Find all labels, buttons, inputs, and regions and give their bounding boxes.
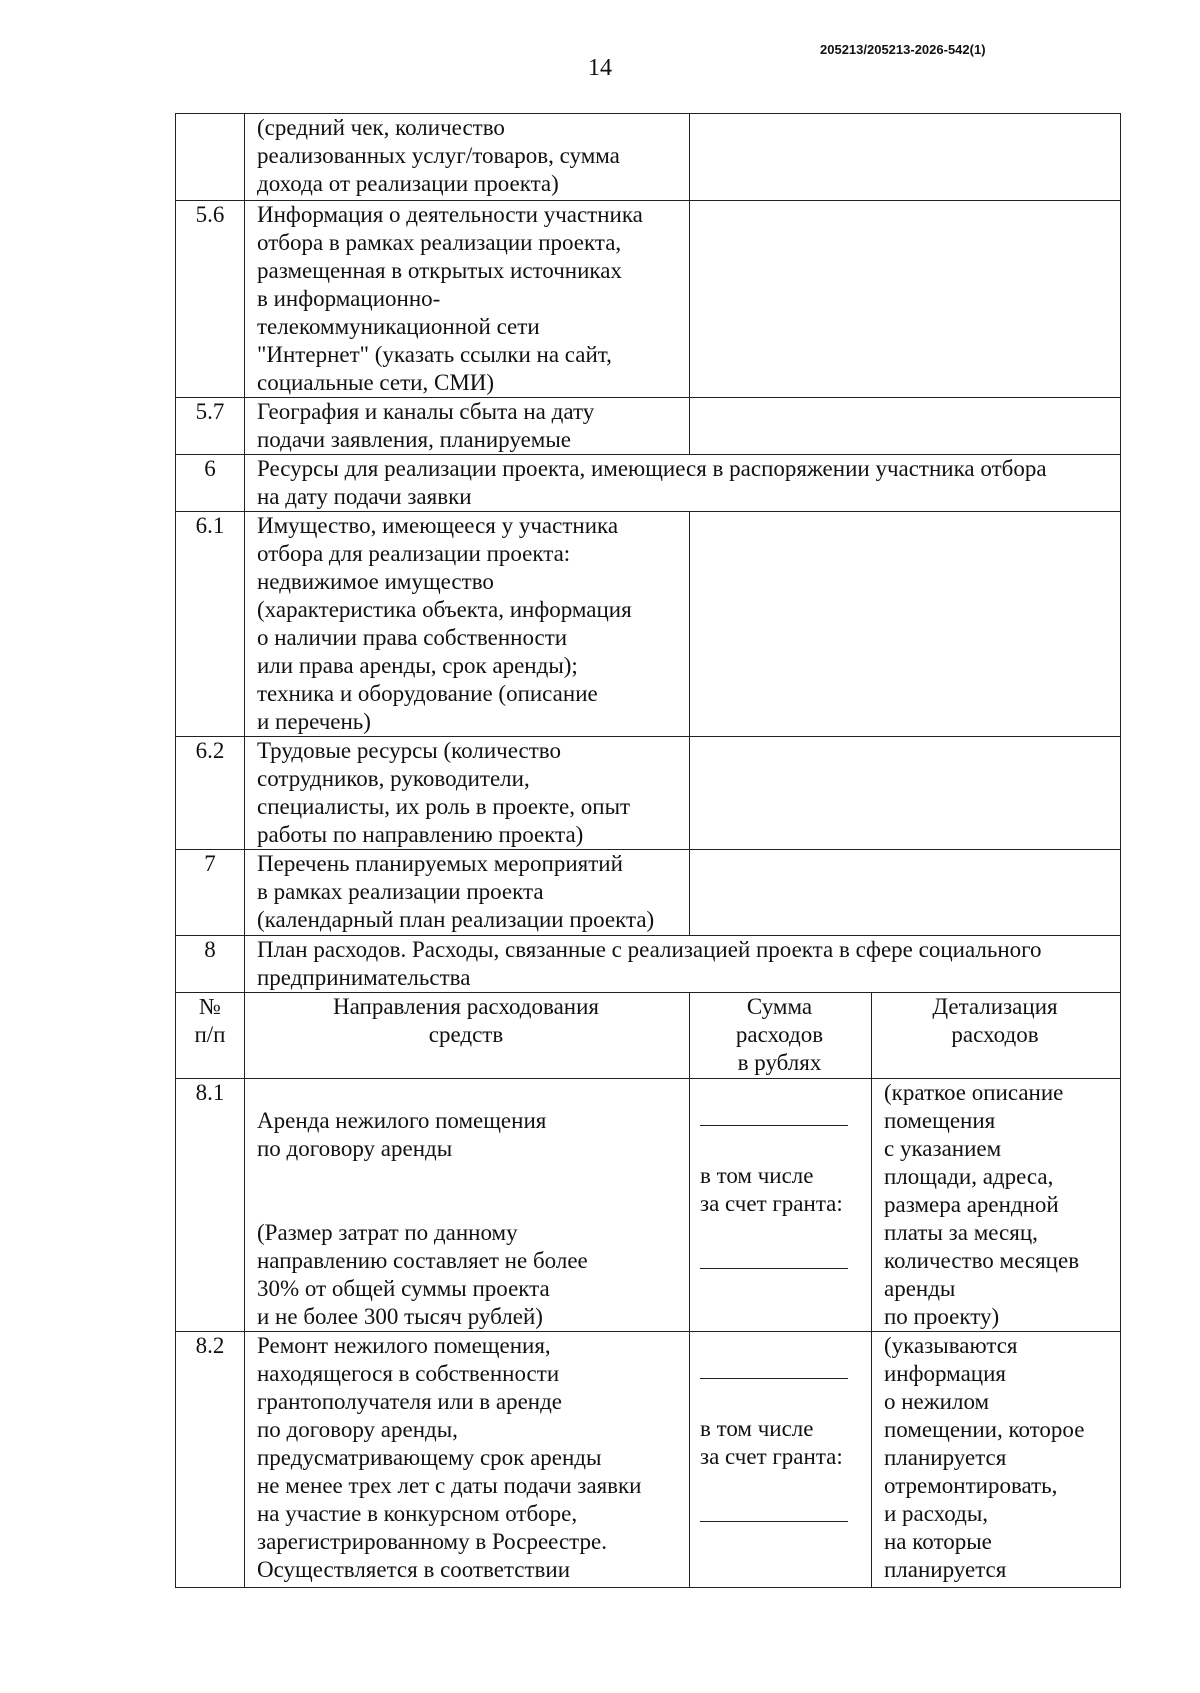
- table-row: [176, 850, 1121, 936]
- column-header-detail: Детализация расходов: [872, 993, 1121, 1079]
- row-number: 8.2: [176, 1332, 245, 1588]
- section-heading: План расходов. Расходы, связанные с реализацией проекта в сфере социального предпринимательства: [245, 936, 1121, 993]
- table-row: [176, 114, 1121, 201]
- grant-sum-field[interactable]: [700, 1246, 848, 1269]
- expense-detail: (краткое описание помещения с указанием площади, адреса, размера арендной платы за месяц, количество месяцев аренды по проекту): [872, 1079, 1121, 1332]
- row-number: 5.7: [176, 398, 245, 455]
- grant-sum-field[interactable]: [700, 1499, 848, 1522]
- row-number: 6: [176, 455, 245, 512]
- expense-direction: Ремонт нежилого помещения, находящегося в собственности грантополучателя или в аренде по договору аренды, предусматривающему срок аренды не менее трех лет с даты подачи заявки на участие в конкурсном отборе, зарегистрированному в Росреестре. Осуществляется в соответствии: [245, 1332, 690, 1588]
- document-code: 205213/205213-2026-542(1): [820, 42, 986, 57]
- expense-direction-note: (Размер затрат по данному направлению составляет не более 30% от общей суммы проекта и не более 300 тысяч рублей): [257, 1220, 588, 1329]
- answer-cell[interactable]: [690, 737, 1121, 850]
- row-number: 8.1: [176, 1079, 245, 1332]
- total-sum-field[interactable]: [700, 1360, 848, 1379]
- expense-sum: [690, 1079, 872, 1332]
- expense-detail: (указываются информация о нежилом помещении, которое планируется отремонтировать, и расходы, на которые планируется: [872, 1332, 1121, 1588]
- column-header-direction: Направления расходования средств: [245, 993, 690, 1079]
- row-number: [176, 114, 245, 201]
- row-description: Информация о деятельности участника отбора в рамках реализации проекта, размещенная в открытых источниках в информационно- телекоммуникационной сети "Интернет" (указать ссылки на сайт, социальные сети, СМИ): [245, 201, 690, 398]
- expense-sum: [690, 1332, 872, 1588]
- row-description: География и каналы сбыта на дату подачи заявления, планируемые: [245, 398, 690, 455]
- column-header-number: № п/п: [176, 993, 245, 1079]
- table-row: [176, 512, 1121, 737]
- table-row: [176, 455, 1121, 512]
- expense-header-row: [176, 993, 1121, 1079]
- table-row: [176, 737, 1121, 850]
- grant-share-label: в том числе за счет гранта:: [700, 1163, 843, 1216]
- table-row: [176, 398, 1121, 455]
- expense-row: [176, 1332, 1121, 1588]
- expense-direction-main: Аренда нежилого помещения по договору аренды: [257, 1108, 547, 1161]
- total-sum-field[interactable]: [700, 1107, 848, 1126]
- page-number: 14: [588, 55, 612, 81]
- expense-direction: [245, 1079, 690, 1332]
- row-description: Трудовые ресурсы (количество сотрудников, руководители, специалисты, их роль в проекте, опыт работы по направлению проекта): [245, 737, 690, 850]
- row-description: Имущество, имеющееся у участника отбора для реализации проекта: недвижимое имущество (характеристика объекта, информация о наличии права собственности или права аренды, срок аренды); техника и оборудование (описание и перечень): [245, 512, 690, 737]
- answer-cell[interactable]: [690, 114, 1121, 201]
- row-number: 6.1: [176, 512, 245, 737]
- row-description: Перечень планируемых мероприятий в рамках реализации проекта (календарный план реализации проекта): [245, 850, 690, 936]
- column-header-sum: Сумма расходов в рублях: [690, 993, 872, 1079]
- row-number: 7: [176, 850, 245, 936]
- expense-row: [176, 1079, 1121, 1332]
- row-number: 8: [176, 936, 245, 993]
- application-form-table: [175, 113, 1121, 1588]
- row-description: (средний чек, количество реализованных услуг/товаров, сумма дохода от реализации проекта): [245, 114, 690, 201]
- answer-cell[interactable]: [690, 512, 1121, 737]
- answer-cell[interactable]: [690, 850, 1121, 936]
- table-row: [176, 201, 1121, 398]
- row-number: 5.6: [176, 201, 245, 398]
- grant-share-label: в том числе за счет гранта:: [700, 1416, 843, 1469]
- answer-cell[interactable]: [690, 201, 1121, 398]
- table-row: [176, 936, 1121, 993]
- row-number: 6.2: [176, 737, 245, 850]
- section-heading: Ресурсы для реализации проекта, имеющиеся в распоряжении участника отбора на дату подачи заявки: [245, 455, 1121, 512]
- answer-cell[interactable]: [690, 398, 1121, 455]
